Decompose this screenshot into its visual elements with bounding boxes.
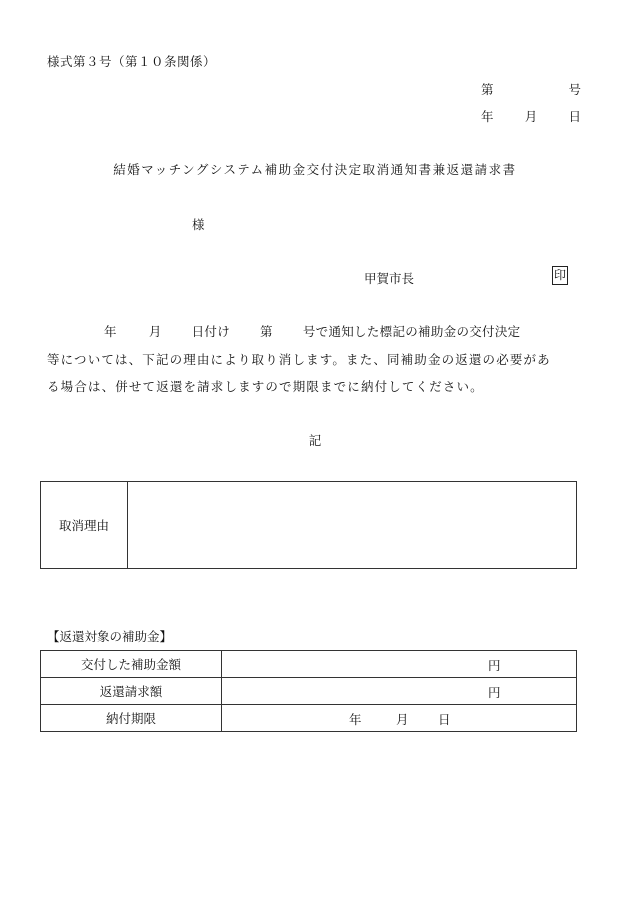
deadline-year: 年: [349, 712, 362, 727]
seal-mark: 印: [552, 266, 568, 285]
document-date-month: 月: [524, 109, 538, 124]
table-row: [41, 705, 577, 732]
refund-amount-field[interactable]: [222, 678, 577, 705]
body-line-2: 等については、下記の理由により取り消します。また、同補助金の返還の必要があ: [47, 352, 551, 367]
refund-amount-label: 返還請求額: [41, 678, 222, 705]
refund-table: [40, 650, 577, 732]
deadline-label: 納付期限: [41, 705, 222, 732]
ki-heading: 記: [308, 433, 322, 448]
table-row: [41, 678, 577, 705]
deadline-month: 月: [396, 712, 409, 727]
body-dai: 第: [260, 324, 273, 339]
document-date: [481, 107, 581, 125]
reason-table: [40, 481, 577, 569]
document-date-day: 日: [568, 109, 581, 124]
table-row: [41, 651, 577, 678]
deadline-day: 日: [438, 712, 451, 727]
body-day: 日付け: [191, 324, 231, 339]
body-year: 年: [104, 324, 117, 339]
granted-amount-field[interactable]: [222, 651, 577, 678]
deadline-field[interactable]: [222, 705, 577, 732]
form-number: 様式第３号（第１０条関係）: [47, 54, 217, 69]
yen-unit: 円: [488, 685, 501, 700]
reason-value-field[interactable]: [128, 482, 577, 569]
document-date-year: 年: [481, 109, 494, 124]
body-line-3: る場合は、併せて返還を請求しますので期限までに納付してください。: [47, 379, 484, 394]
yen-unit: 円: [488, 658, 501, 673]
document-number-suffix: 号: [568, 82, 581, 97]
body-month: 月: [148, 324, 162, 339]
body-rest: 号で通知した標記の補助金の交付決定: [302, 324, 521, 339]
addressee: 様: [192, 217, 205, 232]
document-title: 結婚マッチングシステム補助金交付決定取消通知書兼返還請求書: [113, 162, 517, 177]
document-number: [481, 80, 581, 98]
body-line-1: [47, 322, 582, 340]
refund-heading: 【返還対象の補助金】: [47, 629, 173, 644]
sender: 甲賀市長: [364, 271, 415, 286]
reason-label: 取消理由: [41, 482, 128, 569]
document-number-prefix: 第: [481, 82, 494, 97]
granted-amount-label: 交付した補助金額: [41, 651, 222, 678]
